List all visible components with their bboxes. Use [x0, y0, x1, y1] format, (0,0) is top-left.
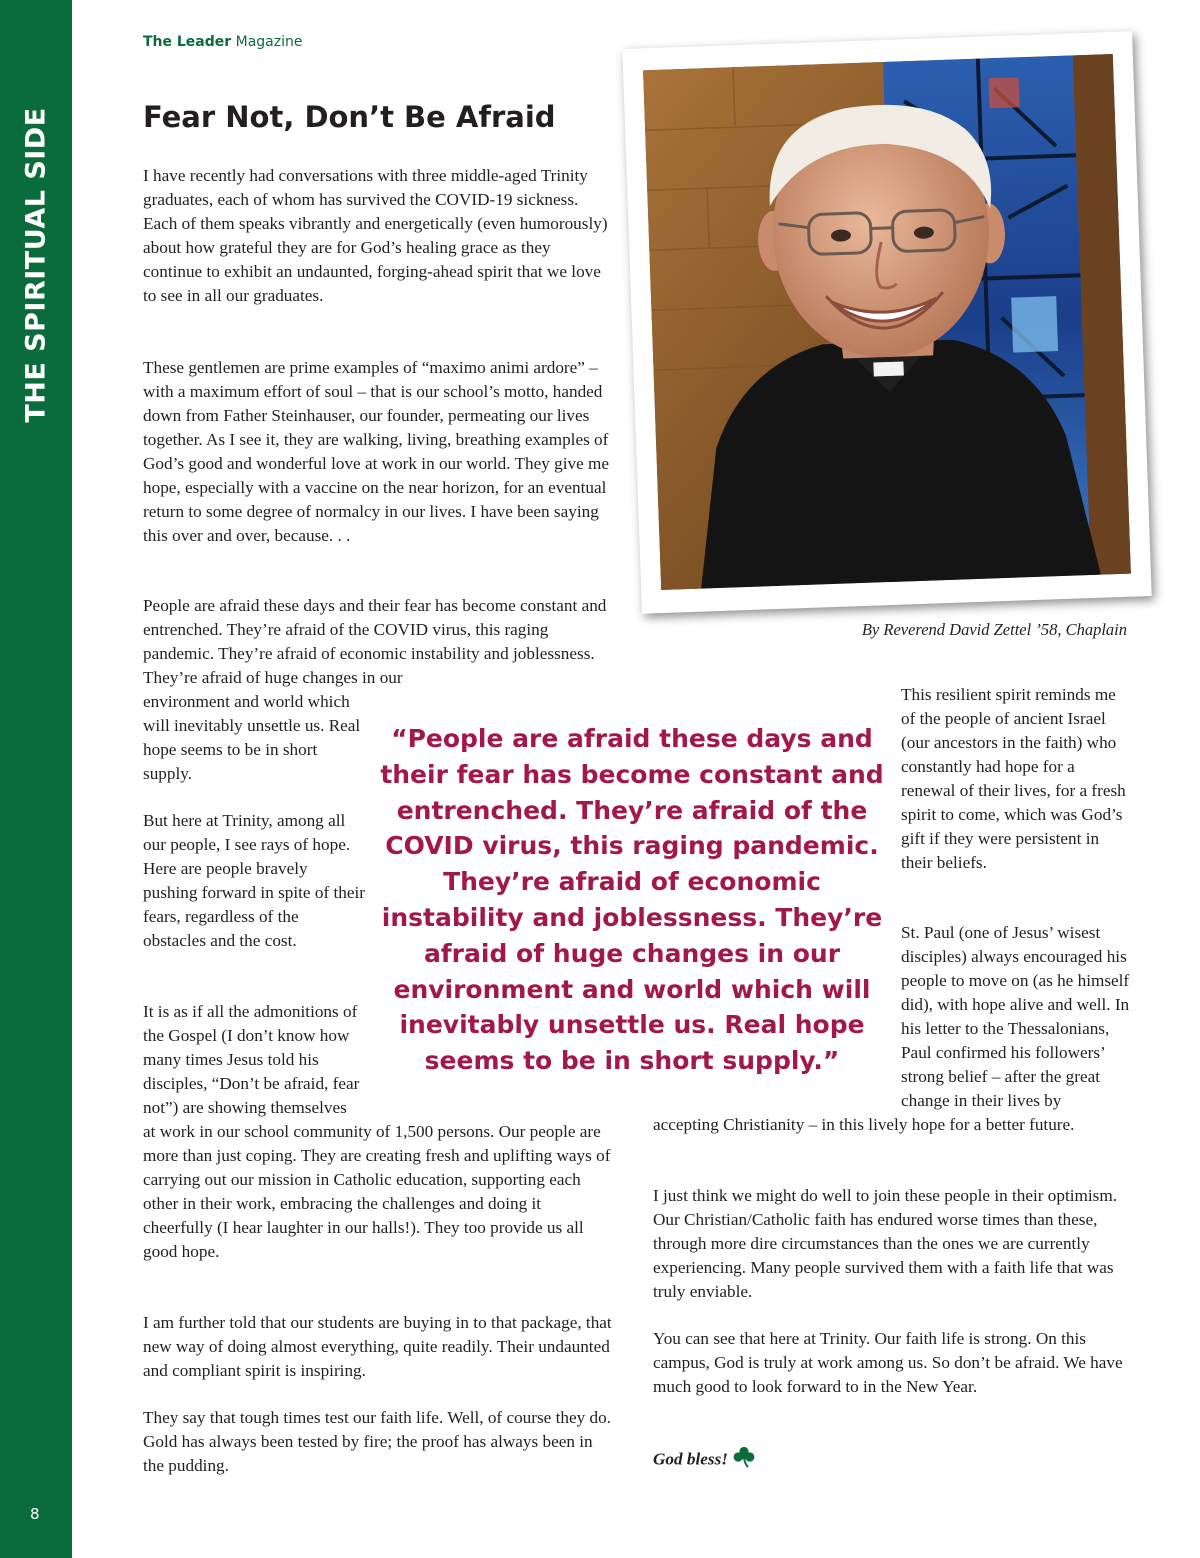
signoff-text: God bless! — [653, 1449, 728, 1469]
byline: By Reverend David Zettel ’58, Chaplain — [861, 620, 1127, 639]
masthead-brand: The Leader — [143, 34, 232, 50]
body-paragraph: I have recently had conversations with three middle-aged Trinity graduates, each of whom has survived the COVID-19 sickness. Each of them speaks vibrantly and energetically (even humorously) about how grateful they are for God’s healing grace as they continue to exhibit an undaunted, forging-ahead spirit that we love to see in all our graduates. — [143, 166, 608, 305]
body-paragraph: You can see that here at Trinity. Our faith life is strong. On this campus, God is truly at work among us. So don’t be afraid. We have much good to look forward to in the New Year. — [653, 1329, 1123, 1396]
body-paragraph: People are afraid these days and their fear has become constant and entrenched. They’re afraid of the COVID virus, this raging pandemic. They’re afraid of economic instability and joblessness. They’re afraid of huge changes in our — [143, 596, 607, 687]
page-number: 8 — [30, 1505, 40, 1523]
body-paragraph-text: It is as if all the admonitions of the Gospel (I don’t know how many times Jesus told his disciples, “Don’t be afraid, fear not”) are showing themselves at work in our school community of 1,500 persons. Our people are more than just coping. They are creating fresh and uplifting ways of carrying out our mission in Catholic education, supporting each other in their work, embracing the challenges and doing it cheerfully (I hear laughter in our halls!). They too provide us all good hope. — [143, 1002, 611, 1261]
masthead-suffix: Magazine — [235, 34, 303, 50]
article-title: Fear Not, Don’t Be Afraid — [143, 100, 556, 134]
body-paragraph: I am further told that our students are buying in to that package, that new way of doing almost everything, quite readily. Their undaunted and compliant spirit is inspiring. — [143, 1313, 612, 1380]
portrait-photo — [643, 54, 1131, 590]
body-paragraph: These gentlemen are prime examples of “maximo animi ardore” – with a maximum effort of soul – that is our school’s motto, handed down from Father Steinhauser, our founder, permeating our lives together. As I see it, they are walking, living, breathing examples of God’s good and wonderful love at work in our world. They give me hope, especially with a vaccine on the near horizon, for an eventual return to some degree of normalcy in our lives. I have been saying this over and over, because. . . — [143, 358, 610, 545]
photo-frame — [622, 31, 1151, 613]
body-paragraph: They say that tough times test our faith life. Well, of course they do. Gold has always been tested by fire; the proof has always been in the pudding. — [143, 1408, 611, 1475]
section-label: THE SPIRITUAL SIDE — [20, 107, 52, 423]
body-paragraph: environment and world which will inevitably unsettle us. Real hope seems to be in short supply. — [143, 692, 361, 783]
portrait-illustration — [643, 54, 1131, 590]
section-sidebar — [0, 0, 72, 1558]
text-wrap-spacer — [653, 921, 901, 1113]
masthead — [143, 34, 302, 50]
signoff — [653, 1445, 756, 1476]
shamrock-icon — [732, 1445, 756, 1476]
body-paragraph: This resilient spirit reminds me of the people of ancient Israel (our ancestors in the faith) who constantly had hope for a renewal of their lives, for a fresh spirit to come, which was God’s gift if they were persistent in their beliefs. — [901, 685, 1126, 872]
body-paragraph-text: St. Paul (one of Jesus’ wisest disciples) always encouraged his people to move on (as he himself did), with hope alive and well. In his letter to the Thessalonians, Paul confirmed his followers’ strong belief – after the great change in their lives by accepting Christianity – in this lively hope for a better future. — [653, 923, 1130, 1134]
body-paragraph: I just think we might do well to join these people in their optimism. Our Christian/Catholic faith has endured worse times than these, through more dire circumstances than the ones we are currently experiencing. Many people survived them with a faith life that was truly enviable. — [653, 1186, 1118, 1301]
body-paragraph — [653, 921, 1131, 1137]
body-paragraph: But here at Trinity, among all our people, I see rays of hope. Here are people bravely pushing forward in spite of their fears, regardless of the obstacles and the cost. — [143, 811, 365, 950]
pull-quote: “People are afraid these days and their fear has become constant and entrenched. They’re afraid of the COVID virus, this raging pandemic. They’re afraid of economic instability and joblessness. They’re afraid of huge changes in our environment and world which will inevitably unsettle us. Real hope seems to be in short supply.” — [380, 724, 884, 1076]
